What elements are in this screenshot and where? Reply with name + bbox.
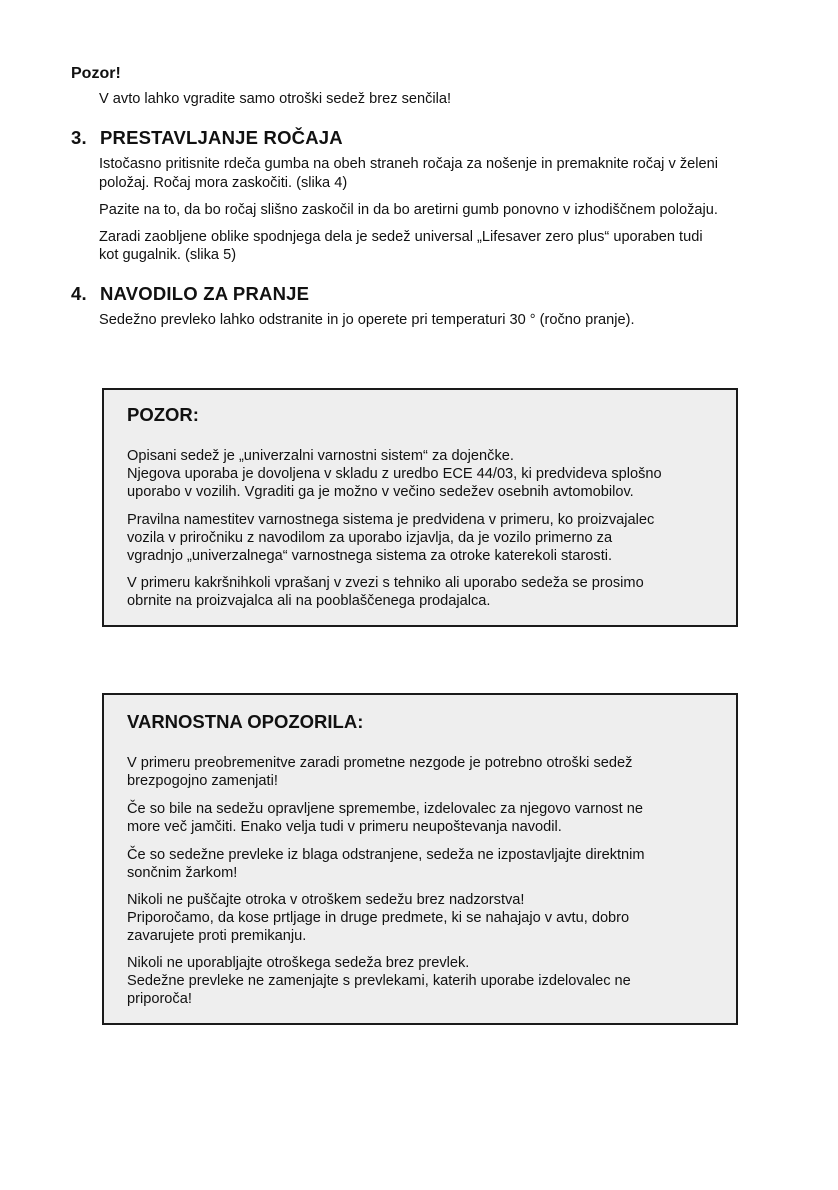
safety-warning-line: Nikoli ne puščajte otroka v otroškem sedežu brez nadzorstva! [127,892,525,908]
safety-warning-line: Če so sedežne prevleke iz blaga odstranjene, sedeža ne izpostavljajte direktnim [127,847,645,863]
section-3-p3-line1: Zaradi zaobljene oblike spodnjega dela je sedež universal „Lifesaver zero plus“ uporaben tudi [99,229,703,245]
safety-warning-line: sončnim žarkom! [127,865,238,881]
pozor-box-para-3 [127,574,707,610]
safety-warning-line: Če so bile na sedežu opravljene spremembe, izdelovalec za njegovo varnost ne [127,801,643,817]
section-3-p3-line2: kot gugalnik. (slika 5) [99,247,237,263]
section-4-p1: Sedežno prevleko lahko odstranite in jo operete pri temperaturi 30 ° (ročno pranje). [99,312,635,328]
section-3-p2: Pazite na to, da bo ročaj slišno zaskočil in da bo aretirni gumb ponovno v izhodiščnem položaju. [99,202,718,218]
pozor-box-para-1 [127,447,707,501]
section-3-heading [71,127,343,149]
safety-warning-item [127,754,707,790]
section-4-title: NAVODILO ZA PRANJE [100,283,310,304]
safety-warning-line: brezpogojno zamenjati! [127,773,278,789]
pozor-note-text: V avto lahko vgradite samo otroški sedež brez senčila! [99,91,452,107]
section-4-heading [71,283,309,305]
safety-warning-line: Sedežne prevleke ne zamenjajte s prevlekami, katerih uporabe izdelovalec ne [127,973,631,989]
safety-warning-item [127,846,707,882]
pozor-box-line: vgradnjo „univerzalnega“ varnostnega sistema za otroke katerekoli starosti. [127,548,613,564]
safety-warning-line: more več jamčiti. Enako velja tudi v primeru neupoštevanja navodil. [127,819,562,835]
safety-warning-line: Nikoli ne uporabljajte otroškega sedeža brez prevlek. [127,955,470,971]
pozor-box-para-2 [127,511,707,565]
section-4-number: 4. [71,283,87,304]
pozor-box-line: V primeru kakršnihkoli vprašanj v zvezi s tehniko ali uporabo sedeža se prosimo [127,575,644,591]
section-3-number: 3. [71,127,87,148]
pozor-box [102,388,738,627]
pozor-box-line: Opisani sedež je „univerzalni varnostni sistem“ za dojenčke. [127,448,514,464]
safety-warning-item [127,800,707,836]
pozor-box-line: uporabo v vozilih. Vgraditi ga je možno v večino sedežev osebnih avtomobilov. [127,484,634,500]
safety-warning-line: priporoča! [127,991,192,1007]
pozor-box-line: vozila v priročniku z navodilom za uporabo izjavlja, da je vozilo primerno za [127,530,613,546]
pozor-box-title: POZOR: [127,404,199,425]
safety-warning-item [127,954,707,1008]
pozor-box-line: Njegova uporaba je dovoljena v skladu z uredbo ECE 44/03, ki predvideva splošno [127,466,662,482]
pozor-box-line: Pravilna namestitev varnostnega sistema je predvidena v primeru, ko proizvajalec [127,512,655,528]
pozor-note-title: Pozor! [71,65,121,82]
safety-warning-item [127,891,707,945]
safety-warning-line: zavarujete proti premikanju. [127,928,307,944]
safety-warnings-box [102,693,738,1025]
safety-warning-line: V primeru preobremenitve zaradi prometne nezgode je potrebno otroški sedež [127,755,633,771]
section-3-p1-line2: položaj. Ročaj mora zaskočiti. (slika 4) [99,175,348,191]
safety-warning-line: Priporočamo, da kose prtljage in druge predmete, ki se nahajajo v avtu, dobro [127,910,630,926]
pozor-box-line: obrnite na proizvajalca ali na pooblaščenega prodajalca. [127,593,491,609]
section-3-p1-line1: Istočasno pritisnite rdeča gumba na obeh straneh ročaja za nošenje in premaknite ročaj v želeni [99,156,718,172]
safety-warnings-title: VARNOSTNA OPOZORILA: [127,711,364,732]
section-3-title: PRESTAVLJANJE ROČAJA [100,127,343,148]
